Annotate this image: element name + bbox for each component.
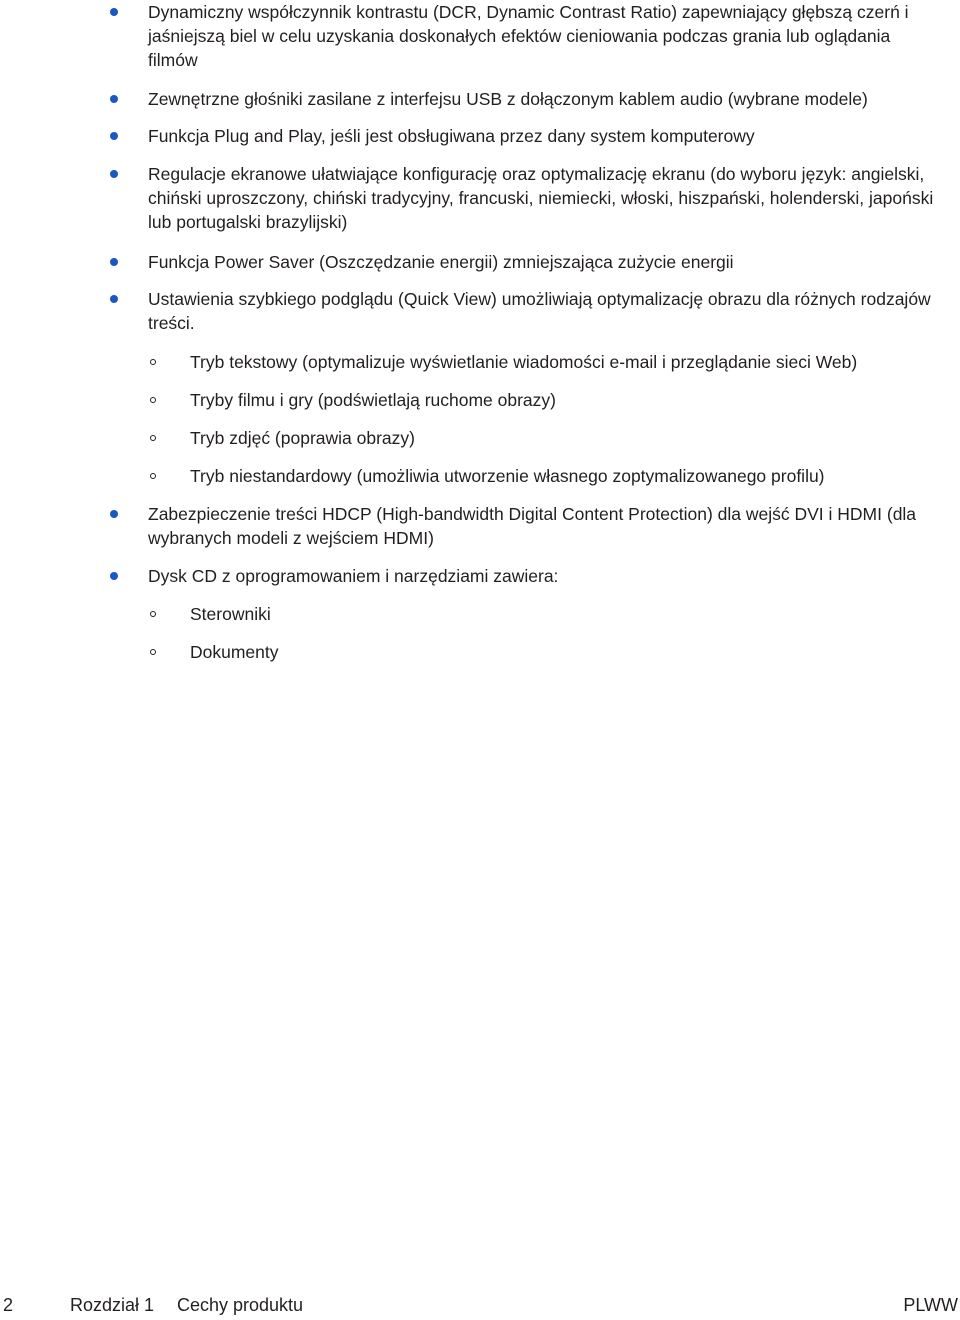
list-item <box>148 250 938 274</box>
circle-bullet-icon <box>150 397 156 403</box>
list-item-text: Ustawienia szybkiego podglądu (Quick View) umożliwiają optymalizację obrazu dla różnych rodzajów treści. <box>148 289 931 333</box>
list-item-text: Zewnętrzne głośniki zasilane z interfejsu USB z dołączonym kablem audio (wybrane modele) <box>148 89 868 109</box>
bullet-icon <box>110 170 118 178</box>
sub-list-item-text: Tryb tekstowy (optymalizuje wyświetlanie wiadomości e-mail i przeglądanie sieci Web) <box>190 352 858 372</box>
sub-list-item-text: Tryb niestandardowy (umożliwia utworzenie własnego zoptymalizowanego profilu) <box>190 466 825 486</box>
bullet-icon <box>110 572 118 580</box>
bullet-icon <box>110 510 118 518</box>
circle-bullet-icon <box>150 359 156 365</box>
list-item <box>148 502 938 550</box>
document-code: PLWW <box>903 1295 958 1315</box>
list-item-text: Zabezpieczenie treści HDCP (High-bandwidth Digital Content Protection) dla wejść DVI i HDMI (dla wybranych modeli z wejściem HDMI) <box>148 504 917 548</box>
sub-list-item-text: Dokumenty <box>190 642 279 662</box>
sub-list-item <box>190 602 940 626</box>
list-item <box>148 162 938 234</box>
sub-list-item <box>190 388 940 412</box>
sub-list-item <box>190 426 940 450</box>
sub-list-item <box>190 464 940 488</box>
chapter-title: Cechy produktu <box>177 1295 304 1315</box>
page-number: 2 <box>3 1295 14 1315</box>
bullet-icon <box>110 132 118 140</box>
list-item-text: Funkcja Power Saver (Oszczędzanie energii) zmniejszająca zużycie energii <box>148 252 734 272</box>
list-item <box>148 564 938 588</box>
circle-bullet-icon <box>150 611 156 617</box>
page-footer <box>0 1293 960 1319</box>
bullet-icon <box>110 95 118 103</box>
sub-list-item <box>190 640 940 664</box>
bullet-icon <box>110 295 118 303</box>
list-item-text: Dynamiczny współczynnik kontrastu (DCR, Dynamic Contrast Ratio) zapewniający głębszą czerń i jaśniejszą biel w celu uzyskania doskonałych efektów cieniowania podczas grania lub oglądania filmów <box>148 2 909 70</box>
circle-bullet-icon <box>150 435 156 441</box>
sub-list-item <box>190 350 940 374</box>
bullet-icon <box>110 258 118 266</box>
list-item-text: Regulacje ekranowe ułatwiające konfigurację oraz optymalizację ekranu (do wyboru język: angielski, chiński uproszczony, chiński tradycyjny, francuski, niemiecki, włoski, hiszpański, holenderski, japoński lub portugalski brazylijski) <box>148 164 934 232</box>
list-item <box>148 287 938 335</box>
sub-list-item-text: Sterowniki <box>190 604 271 624</box>
list-item-text: Dysk CD z oprogramowaniem i narzędziami zawiera: <box>148 566 559 586</box>
list-item-text: Funkcja Plug and Play, jeśli jest obsługiwana przez dany system komputerowy <box>148 126 755 146</box>
circle-bullet-icon <box>150 473 156 479</box>
circle-bullet-icon <box>150 649 156 655</box>
list-item <box>148 124 938 148</box>
bullet-icon <box>110 8 118 16</box>
list-item <box>148 0 938 72</box>
chapter-label: Rozdział 1 <box>70 1295 155 1315</box>
sub-list-item-text: Tryb zdjęć (poprawia obrazy) <box>190 428 415 448</box>
sub-list-item-text: Tryby filmu i gry (podświetlają ruchome obrazy) <box>190 390 556 410</box>
list-item <box>148 87 938 111</box>
